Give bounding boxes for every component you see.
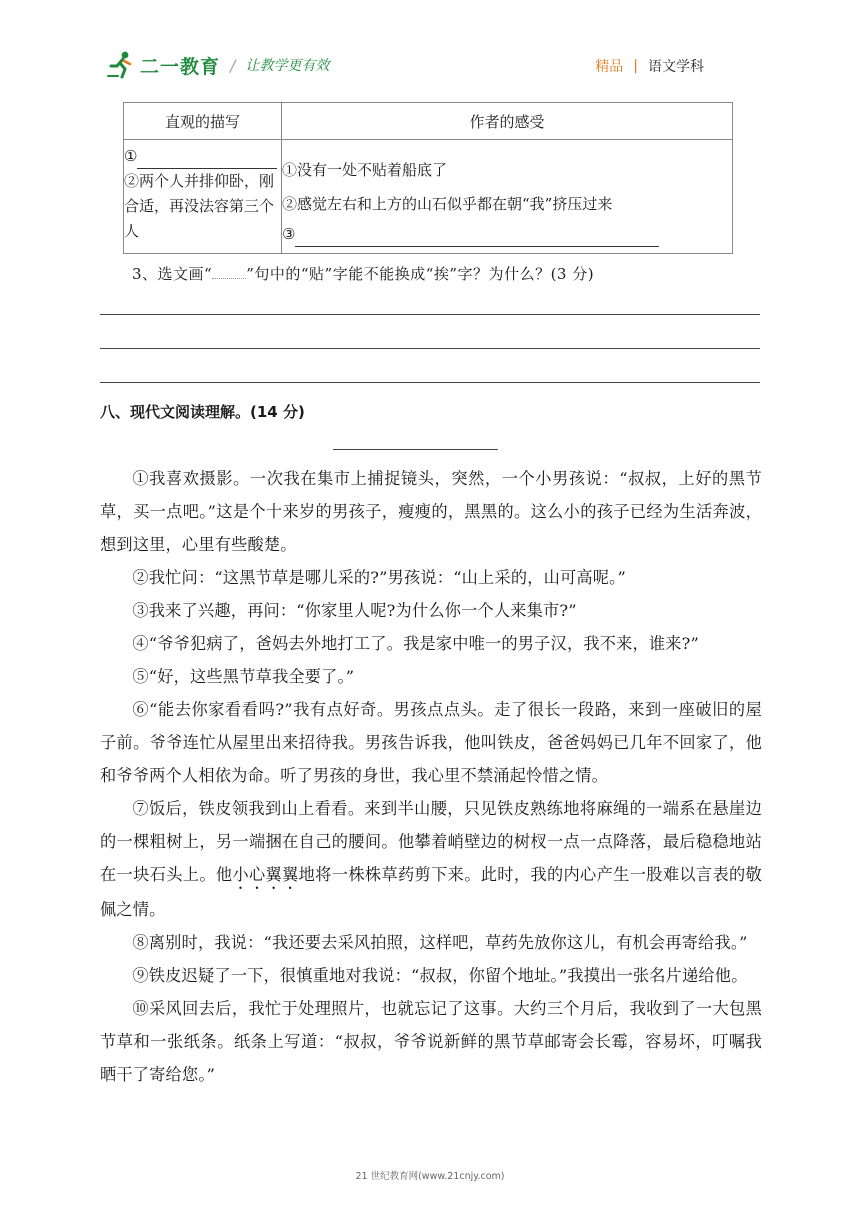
answer-line[interactable] <box>100 314 760 315</box>
paragraph: ⑨铁皮迟疑了一下，很慎重地对我说：“叔叔，你留个地址。”我摸出一张名片递给他。 <box>132 966 748 985</box>
brand-slogan: 让教学更有效 <box>245 58 330 74</box>
paragraph: ①我喜欢摄影。一次我在集市上捕捉镜头，突然，一个小男孩说：“叔叔，上好的黑节草，买一点吧。”这是个十来岁的男孩子，瘦瘦的，黑黑的。这么小的孩子已经为生活奔波，想到这里，心里有些酸楚。 <box>100 469 762 554</box>
answer-blank[interactable] <box>295 226 659 247</box>
slogan-divider: / <box>230 55 236 75</box>
paragraph: ④“爷爷犯病了，爸妈去外地打工了。我是家中唯一的男子汉，我不来，谁来?” <box>132 634 700 653</box>
quote-blank <box>212 264 246 279</box>
paragraph: ⑧离别时，我说：“我还要去采风拍照，这样吧，草药先放你这儿，有机会再寄给我。” <box>132 933 748 952</box>
table-row <box>124 140 733 254</box>
description-table <box>123 102 733 254</box>
answer-line[interactable] <box>100 382 760 383</box>
table-item: ① <box>124 144 281 169</box>
header-separator: | <box>633 58 638 74</box>
premium-label: 精品 <box>595 59 624 75</box>
page-header <box>0 0 860 90</box>
table-item: ①没有一处不贴着船底了 <box>282 161 448 179</box>
reading-passage <box>100 462 762 1091</box>
header-subject-tag <box>595 56 704 76</box>
paragraph: ⑤“好，这些黑节草我全要了。” <box>132 667 355 686</box>
subject-label: 语文学科 <box>648 59 704 75</box>
table-item: ②两个人并排仰卧，刚合适，再没法容第三个人 <box>124 172 275 240</box>
table-header-row <box>124 103 733 140</box>
running-figure-icon <box>106 50 136 80</box>
table-cell <box>124 140 282 254</box>
table-header-cell: 直观的描写 <box>124 103 282 140</box>
table-item: ③ <box>282 222 732 247</box>
page-footer: 21 世纪教育网(www.21cnjy.com) <box>355 1171 505 1182</box>
section-heading: 八、现代文阅读理解。(14 分) <box>100 403 305 421</box>
question-3: 3、选文画“ ”句中的“贴”字能不能换成“挨”字？为什么？(3 分) <box>132 265 595 283</box>
answer-blank[interactable] <box>137 148 277 169</box>
table-header-cell: 作者的感受 <box>282 103 733 140</box>
paragraph: ②我忙问：“这黑节草是哪儿采的?”男孩说：“山上采的，山可高呢。” <box>132 568 626 587</box>
paragraph: ⑥“能去你家看看吗?”我有点好奇。男孩点点头。走了很长一段路，来到一座破旧的屋子前。爷爷连忙从屋里出来招待我。男孩告诉我，他叫铁皮，爸爸妈妈已几年不回家了，他和爷爷两个人相依为命。听了男孩的身世，我心里不禁涌起怜惜之情。 <box>100 700 762 785</box>
paragraph: ⑩采风回去后，我忙于处理照片，也就忘记了这事。大约三个月后，我收到了一大包黑节草和一张纸条。纸条上写道：“叔叔，爷爷说新鲜的黑节草邮寄会长霉，容易坏，叮嘱我晒干了寄给您。” <box>100 999 762 1084</box>
answer-line[interactable] <box>100 348 760 349</box>
paragraph: ③我来了兴趣，再问：“你家里人呢?为什么你一个人来集市?” <box>132 601 577 620</box>
brand-name: 二一教育 <box>140 55 221 78</box>
brand-logo <box>106 48 329 82</box>
paragraph: ⑦饭后，铁皮领我到山上看看。来到半山腰，只见铁皮熟练地将麻绳的一端系在悬崖边的一棵粗树上，另一端捆在自己的腰间。他攀着峭壁边的树杈一点一点降落，最后稳稳地站在一块石头上。他小心翼翼地将一株株草药剪下来。此时，我的内心产生一股难以言表的敬佩之情。 <box>100 799 762 919</box>
table-cell <box>282 140 733 254</box>
emphasized-phrase: 小心翼翼 <box>232 865 299 884</box>
passage-title-blank[interactable] <box>333 449 498 450</box>
table-item: ②感觉左右和上方的山石似乎都在朝“我”挤压过来 <box>282 195 613 213</box>
